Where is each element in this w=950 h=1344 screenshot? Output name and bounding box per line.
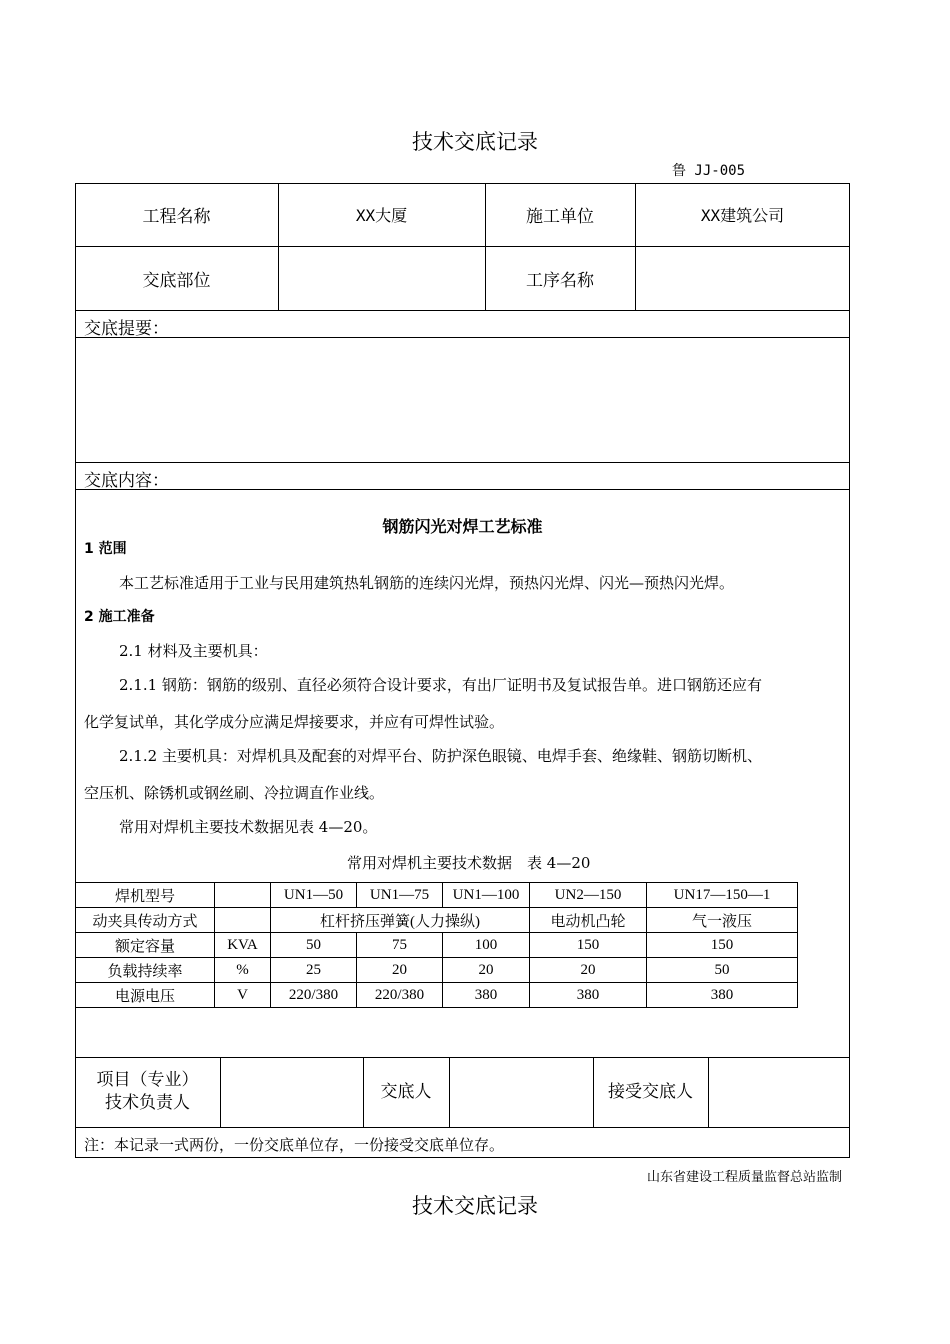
table-cell: 气一液压	[647, 908, 798, 933]
table-cell	[215, 908, 271, 933]
table-cell: KVA	[215, 933, 271, 958]
table-row	[76, 983, 798, 1008]
section-2-1-1-line-2: 化学复试单，其化学成分应满足焊接要求，并应有可焊性试验。	[84, 713, 505, 731]
table-cell: 杠杆挤压弹簧(人力操纵)	[271, 908, 530, 933]
receiver-signature[interactable]	[708, 1057, 850, 1127]
receiver-label: 接受交底人	[608, 1081, 693, 1102]
table-cell: 25	[271, 958, 357, 983]
table-cell: 电源电压	[76, 983, 215, 1008]
table-cell: 75	[357, 933, 443, 958]
supervisor-footer: 山东省建设工程质量监督总站监制	[646, 1170, 842, 1185]
project-name-label: 工程名称	[142, 207, 211, 227]
table-caption: 常用对焊机主要技术数据 表 4—20	[347, 854, 591, 872]
table-row	[76, 908, 798, 933]
row-divider	[75, 1127, 850, 1128]
row-divider	[75, 337, 850, 338]
process-name-label: 工序名称	[526, 270, 594, 291]
table-cell: 380	[530, 983, 647, 1008]
construction-company-value[interactable]: XX建筑公司	[700, 206, 785, 225]
table-cell: 380	[647, 983, 798, 1008]
tech-lead-signature[interactable]	[220, 1057, 363, 1127]
construction-company-label: 施工单位	[526, 207, 594, 227]
section-2-1-1-line-1: 2.1.1 钢筋：钢筋的级别、直径必须符合设计要求，有出厂证明书及复试报告单。进口钢筋还应有	[119, 676, 762, 694]
section-2-1: 2.1 材料及主要机具：	[119, 642, 268, 660]
section-2-1-2-line-1: 2.1.2 主要机具：对焊机具及配套的对焊平台、防护深色眼镜、电焊手套、绝缘鞋、钢筋切断机、	[119, 747, 762, 765]
tech-lead-label	[75, 1057, 220, 1127]
tech-lead-label-line-1: 项目（专业）	[96, 1070, 199, 1090]
table-row	[76, 883, 798, 908]
table-row	[76, 933, 798, 958]
table-cell: 电动机凸轮	[530, 908, 647, 933]
table-cell: 150	[530, 933, 647, 958]
row-divider	[75, 489, 850, 490]
content-label: 交底内容：	[84, 471, 169, 491]
table-cell: 150	[647, 933, 798, 958]
disclosure-part-value[interactable]	[278, 246, 485, 310]
discloser-label: 交底人	[380, 1081, 432, 1102]
doc-title: 钢筋闪光对焊工艺标准	[382, 517, 543, 536]
page-title: 技术交底记录	[412, 130, 538, 154]
form-code: 鲁 JJ-005	[672, 163, 746, 179]
table-cell: 焊机型号	[76, 883, 215, 908]
table-cell: %	[215, 958, 271, 983]
table-cell: 220/380	[271, 983, 357, 1008]
section-2-1-2-line-2: 空压机、除锈机或钢丝刷、冷拉调直作业线。	[84, 784, 385, 802]
tech-lead-label-line-2: 技术负责人	[105, 1093, 190, 1113]
table-cell: 20	[357, 958, 443, 983]
table-cell: 动夹具传动方式	[76, 908, 215, 933]
table-cell: 20	[443, 958, 530, 983]
table-cell: 50	[271, 933, 357, 958]
table-cell: 100	[443, 933, 530, 958]
table-cell: UN17—150—1	[647, 883, 798, 908]
discloser-signature[interactable]	[449, 1057, 593, 1127]
table-cell: UN1—75	[357, 883, 443, 908]
disclosure-part-label: 交底部位	[142, 270, 211, 291]
table-cell: UN1—50	[271, 883, 357, 908]
table-cell: 220/380	[357, 983, 443, 1008]
table-cell: V	[215, 983, 271, 1008]
table-cell: 负载持续率	[76, 958, 215, 983]
table-reference: 常用对焊机主要技术数据见表 4—20。	[119, 818, 378, 836]
table-cell: UN1—100	[443, 883, 530, 908]
process-name-value[interactable]	[635, 246, 850, 310]
row-divider	[75, 462, 850, 463]
table-cell: 380	[443, 983, 530, 1008]
form-frame	[75, 183, 850, 1158]
section-1-heading: 1 范围	[84, 541, 127, 557]
project-name-value[interactable]: XX大厦	[355, 206, 408, 225]
row-divider	[75, 310, 850, 311]
table-cell	[215, 883, 271, 908]
section-1-text: 本工艺标准适用于工业与民用建筑热轧钢筋的连续闪光焊，预热闪光焊、闪光—预热闪光焊。	[119, 574, 735, 592]
table-cell: 额定容量	[76, 933, 215, 958]
next-page-title: 技术交底记录	[412, 1194, 538, 1218]
section-2-heading: 2 施工准备	[84, 609, 155, 625]
record-note: 注：本记录一式两份，一份交底单位存，一份接受交底单位存。	[84, 1136, 505, 1154]
table-row	[76, 958, 798, 983]
table-cell: 50	[647, 958, 798, 983]
summary-label: 交底提要：	[84, 319, 169, 339]
table-cell: 20	[530, 958, 647, 983]
table-cell: UN2—150	[530, 883, 647, 908]
welder-spec-table	[75, 882, 798, 1008]
